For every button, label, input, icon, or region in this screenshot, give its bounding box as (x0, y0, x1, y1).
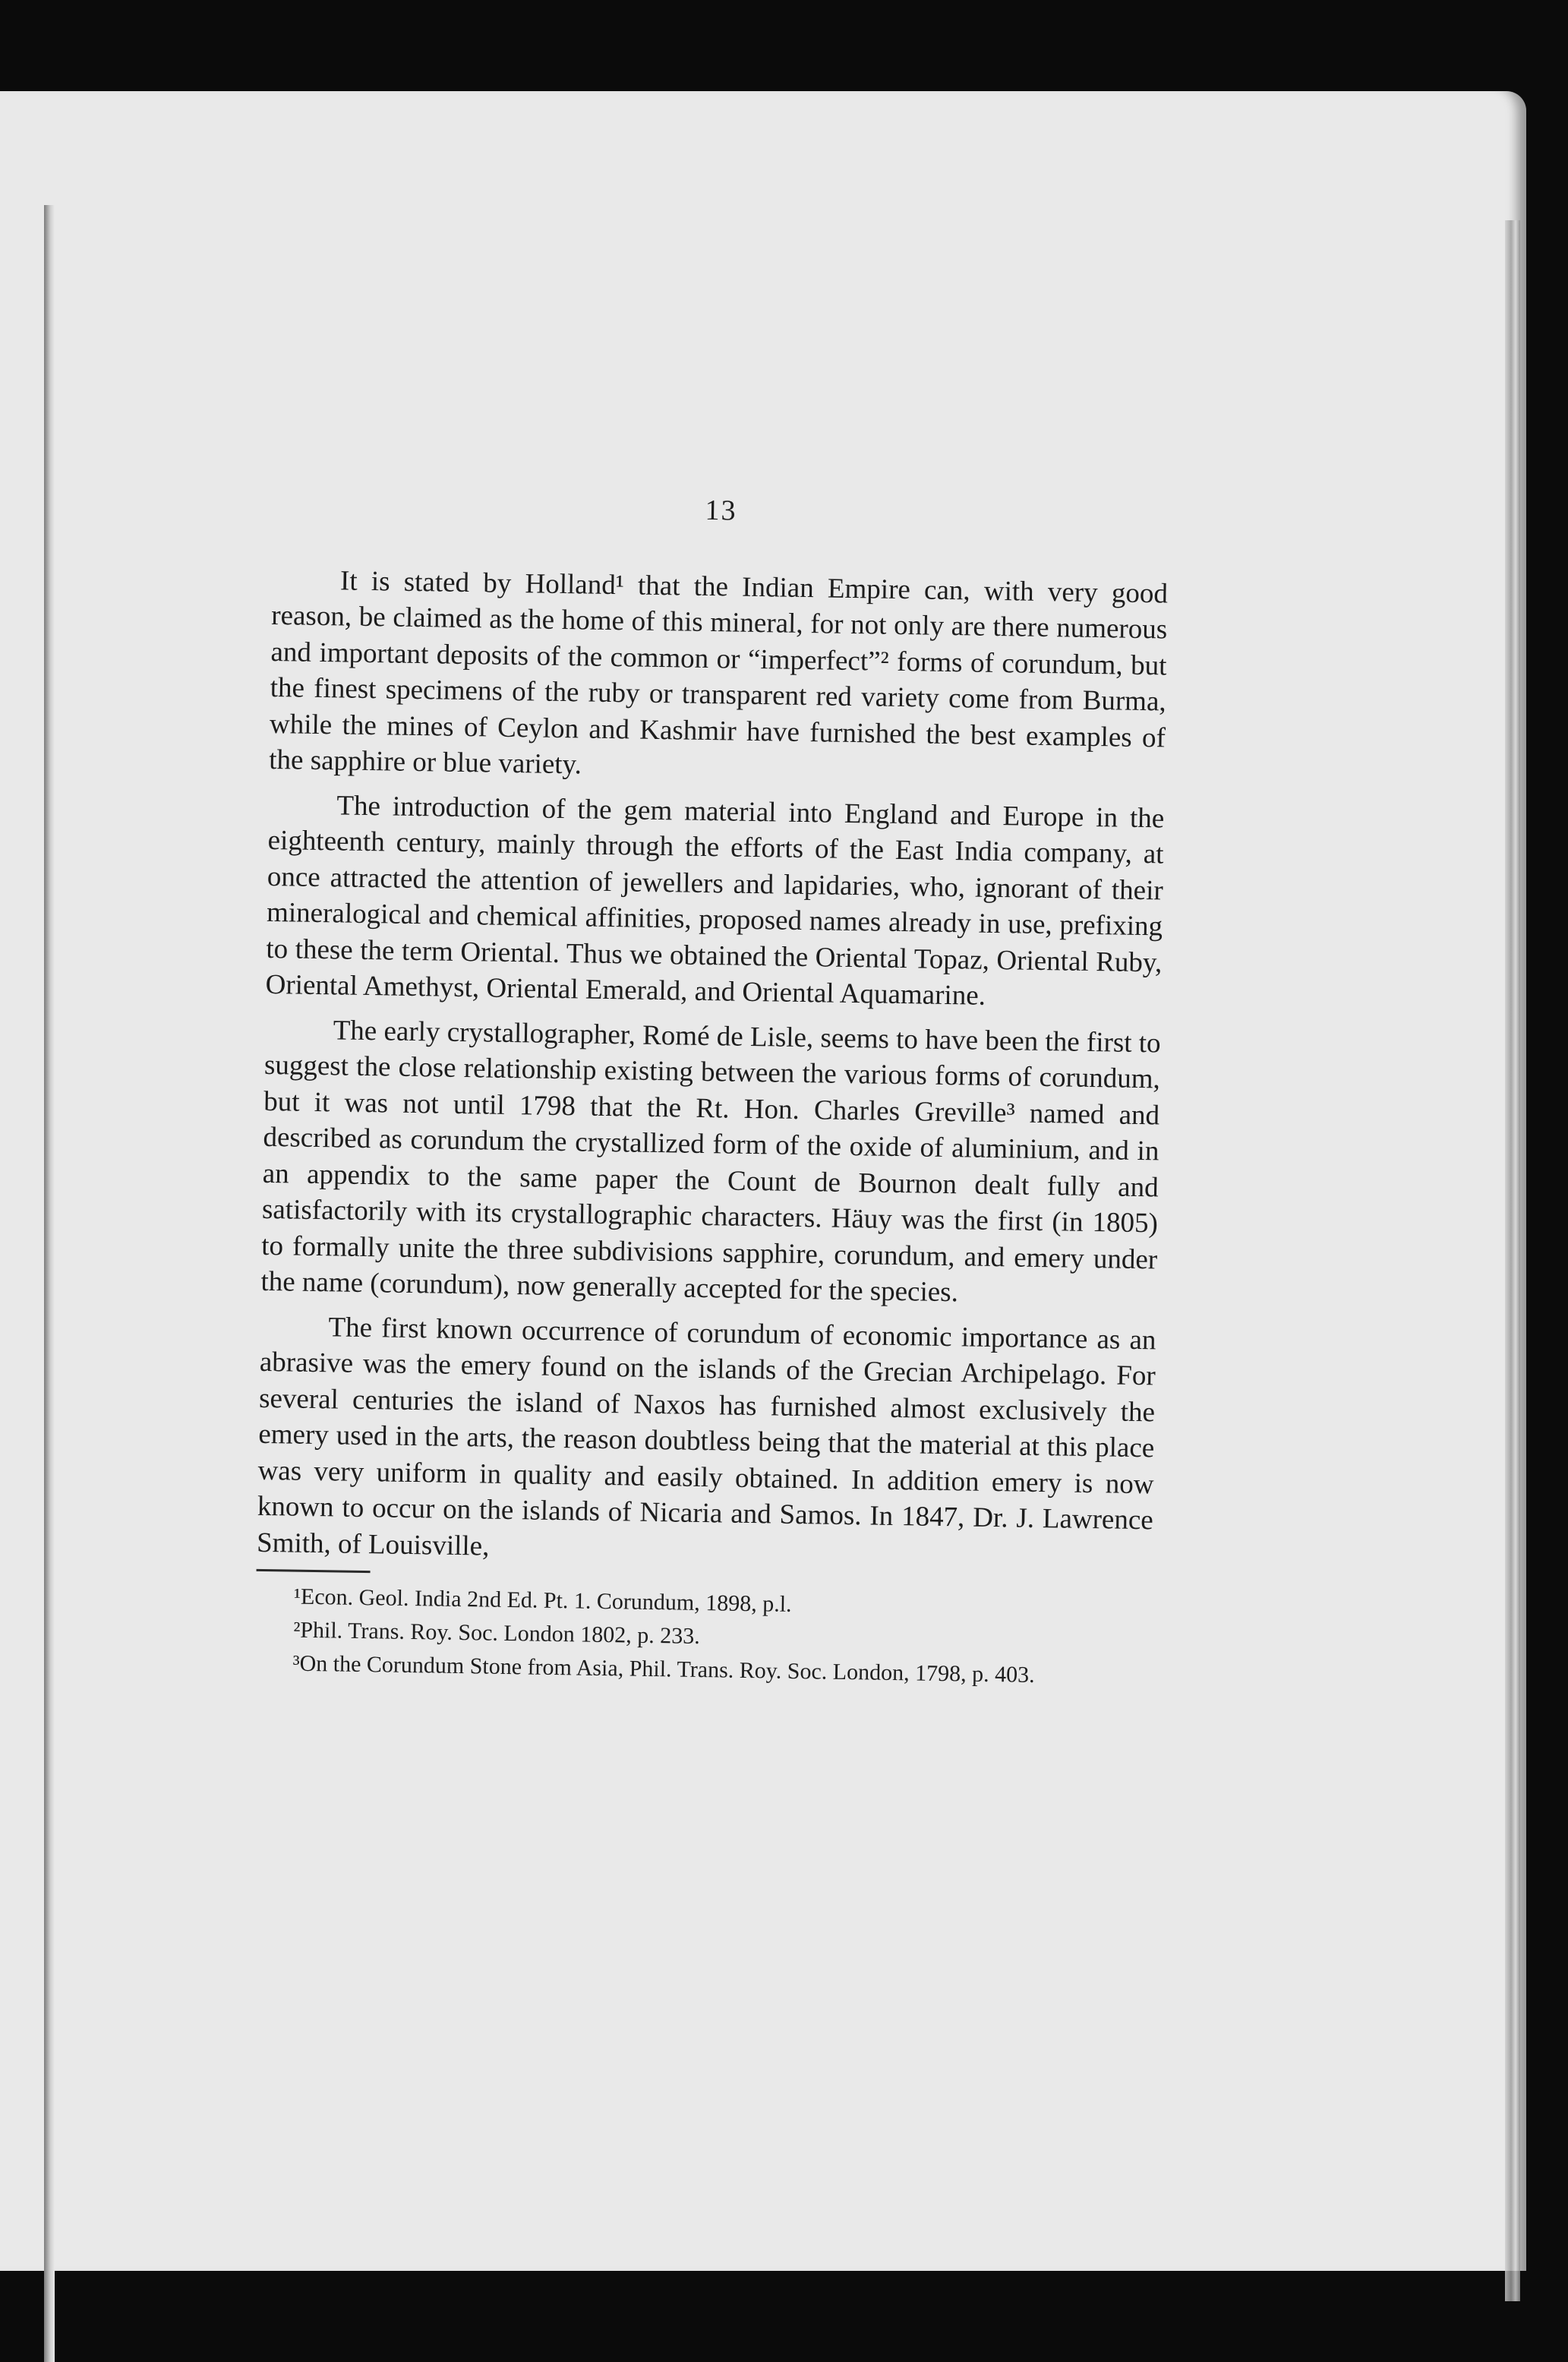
paragraph-4: The first known occurrence of corundum of economic importance as an abrasive was the emery found on the islands of the Grecian Archipelago. For several centuries the island of Naxos has furnished almost exclusively the emery used in the arts, the reason doubtless being that the material at this place was very uniform in quality and easily obtained. In addition emery is now known to occur on the islands of Nicaria and Samos. In 1847, Dr. J. Lawrence Smith, of Louisville, (256, 1311, 1156, 1562)
footnote-3: ³On the Corundum Stone from Asia, Phil. Trans. Roy. Soc. London, 1798, p. 403. (292, 1650, 1035, 1688)
paragraph-1: It is stated by Holland¹ that the Indian Empire can, with very good reason, be claimed as the home of this mineral, for not only are there numerous and important deposits of the common or “imperfect”² forms of corundum, but the finest specimens of the ruby or transparent red variety come from Burma, while the mines of Ceylon and Kashmir have furnished the best examples of the sapphire or blue variety. (269, 564, 1169, 781)
page-number: 13 (705, 494, 737, 527)
paragraph-3: The early crystallographer, Romé de Lisle, seems to have been the first to suggest the close relationship existing between the various forms of corundum, but it was not until 1798 that the Rt. Hon. Charles Greville³ named and described as corundum the crystallized form of the oxide of aluminium, and in an appendix to the same paper the Count de Bournon dealt fully and satisfactorily with its crystallographic characters. Häuy was the first (in 1805) to formally unite the three subdivisions sapphire, corundum, and emery under the name (corundum), now generally accepted for the species. (260, 1014, 1161, 1309)
footnote-2: ²Phil. Trans. Roy. Soc. London 1802, p. 233. (293, 1617, 700, 1650)
page-gutter (44, 205, 55, 2362)
page-edge (1505, 220, 1520, 2301)
book-page (0, 91, 1526, 2271)
paragraph-2: The introduction of the gem material into England and Europe in the eighteenth century, mainly through the efforts of the East India company, at once attracted the attention of jewellers and lapidaries, who, ignorant of their mineralogical and chemical affinities, proposed names already in use, prefixing to these the term Oriental. Thus we obtained the Oriental Topaz, Oriental Ruby, Oriental Amethyst, Oriental Emerald, and Oriental Aquamarine. (265, 789, 1165, 1012)
footnote-1: ¹Econ. Geol. India 2nd Ed. Pt. 1. Corundum, 1898, p.l. (293, 1584, 792, 1617)
footnote-divider (257, 1569, 371, 1573)
page-text-block (254, 486, 1169, 1696)
